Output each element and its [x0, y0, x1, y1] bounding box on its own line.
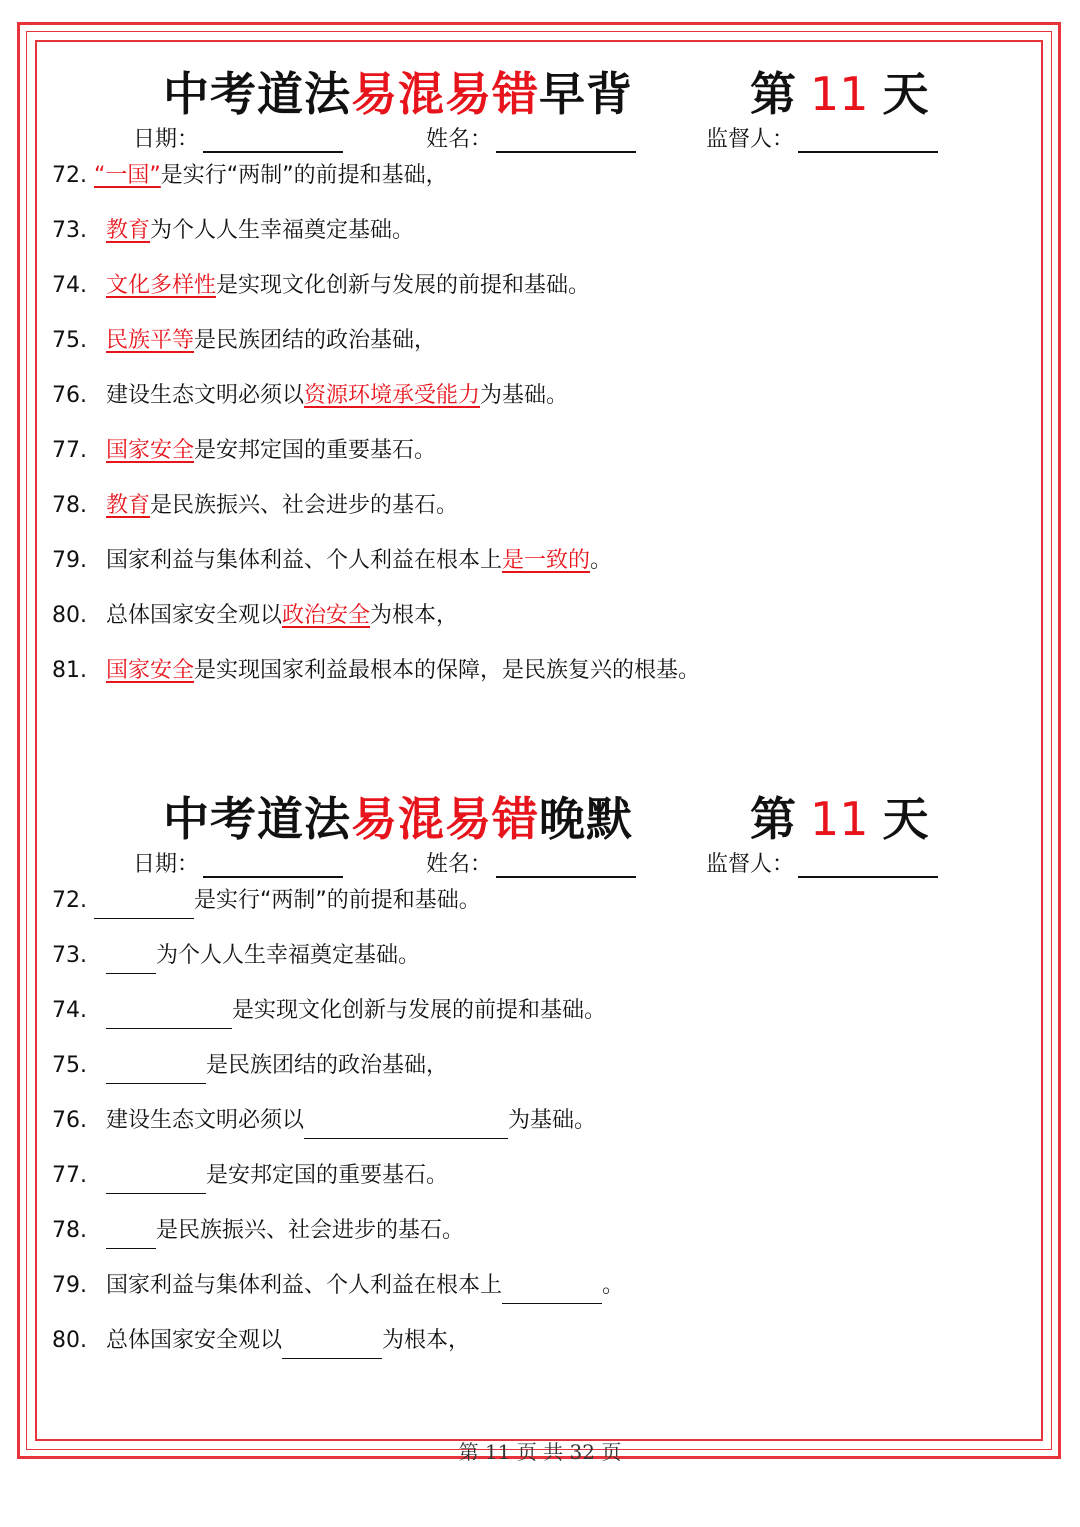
list-item: 77. 国家安全是安邦定国的重要基石。	[52, 438, 437, 463]
evening-title: 中考道法易混易错晚默	[163, 792, 633, 846]
answer-blank[interactable]	[106, 947, 156, 974]
answer-blank[interactable]	[106, 1057, 206, 1084]
answer-text: 国家安全	[106, 658, 195, 683]
evening-supervisor-field[interactable]: 监督人：	[706, 847, 938, 878]
answer-text: 民族平等	[106, 328, 195, 353]
evening-item-list	[52, 883, 1032, 1378]
evening-info-row	[0, 847, 1080, 883]
list-item: 75. 民族平等是民族团结的政治基础，	[52, 328, 437, 353]
list-item: 79. 国家利益与集体利益、个人利益在根本上是一致的。	[52, 548, 613, 573]
answer-text: 文化多样性	[106, 273, 217, 298]
list-item: 77. 是安邦定国的重要基石。	[52, 1158, 1032, 1213]
answer-blank[interactable]	[106, 1222, 156, 1249]
list-item: 72. 是实行“两制”的前提和基础。	[52, 883, 1032, 938]
answer-blank[interactable]	[502, 1277, 602, 1304]
evening-date-field[interactable]: 日期：	[133, 847, 343, 878]
page-footer: 第 11 页 共 32 页	[458, 1440, 622, 1464]
list-item: 74. 是实现文化创新与发展的前提和基础。	[52, 993, 1032, 1048]
answer-text: 资源环境承受能力	[304, 383, 481, 408]
answer-blank[interactable]	[94, 892, 194, 919]
list-item: 76. 建设生态文明必须以 为基础。	[52, 1103, 1032, 1158]
list-item: 79. 国家利益与集体利益、个人利益在根本上 。	[52, 1268, 1032, 1323]
morning-day-label: 第 11 天	[750, 67, 929, 121]
answer-text: “一国”	[94, 163, 161, 188]
list-item: 80. 总体国家安全观以政治安全为根本，	[52, 603, 459, 628]
answer-blank[interactable]	[106, 1167, 206, 1194]
evening-title-row	[0, 783, 1080, 845]
answer-blank[interactable]	[304, 1112, 508, 1139]
morning-supervisor-field[interactable]: 监督人：	[706, 122, 938, 153]
answer-text: 政治安全	[282, 603, 371, 628]
list-item: 80. 总体国家安全观以 为根本，	[52, 1323, 1032, 1378]
answer-text: 教育	[106, 218, 151, 243]
list-item: 78. 教育是民族振兴、社会进步的基石。	[52, 493, 459, 518]
list-item: 75. 是民族团结的政治基础，	[52, 1048, 1032, 1103]
morning-name-field[interactable]: 姓名：	[426, 122, 636, 153]
list-item: 76. 建设生态文明必须以资源环境承受能力为基础。	[52, 383, 569, 408]
list-item: 74. 文化多样性是实现文化创新与发展的前提和基础。	[52, 273, 591, 298]
list-item: 78. 是民族振兴、社会进步的基石。	[52, 1213, 1032, 1268]
list-item: 81. 国家安全是实现国家利益最根本的保障，是民族复兴的根基。	[52, 658, 701, 683]
morning-date-field[interactable]: 日期：	[133, 122, 343, 153]
morning-info-row	[0, 122, 1080, 158]
answer-text: 国家安全	[106, 438, 195, 463]
evening-day-label: 第 11 天	[750, 792, 929, 846]
answer-blank[interactable]	[106, 1002, 232, 1029]
list-item: 72. “一国”是实行“两制”的前提和基础，	[52, 163, 448, 188]
morning-title: 中考道法易混易错早背	[163, 67, 633, 121]
answer-blank[interactable]	[282, 1332, 382, 1359]
list-item: 73. 为个人人生幸福奠定基础。	[52, 938, 1032, 993]
answer-text: 教育	[106, 493, 151, 518]
morning-item-list	[52, 158, 1032, 708]
list-item: 73. 教育为个人人生幸福奠定基础。	[52, 218, 415, 243]
morning-title-row	[0, 58, 1080, 120]
answer-text: 是一致的	[502, 548, 591, 573]
evening-name-field[interactable]: 姓名：	[426, 847, 636, 878]
